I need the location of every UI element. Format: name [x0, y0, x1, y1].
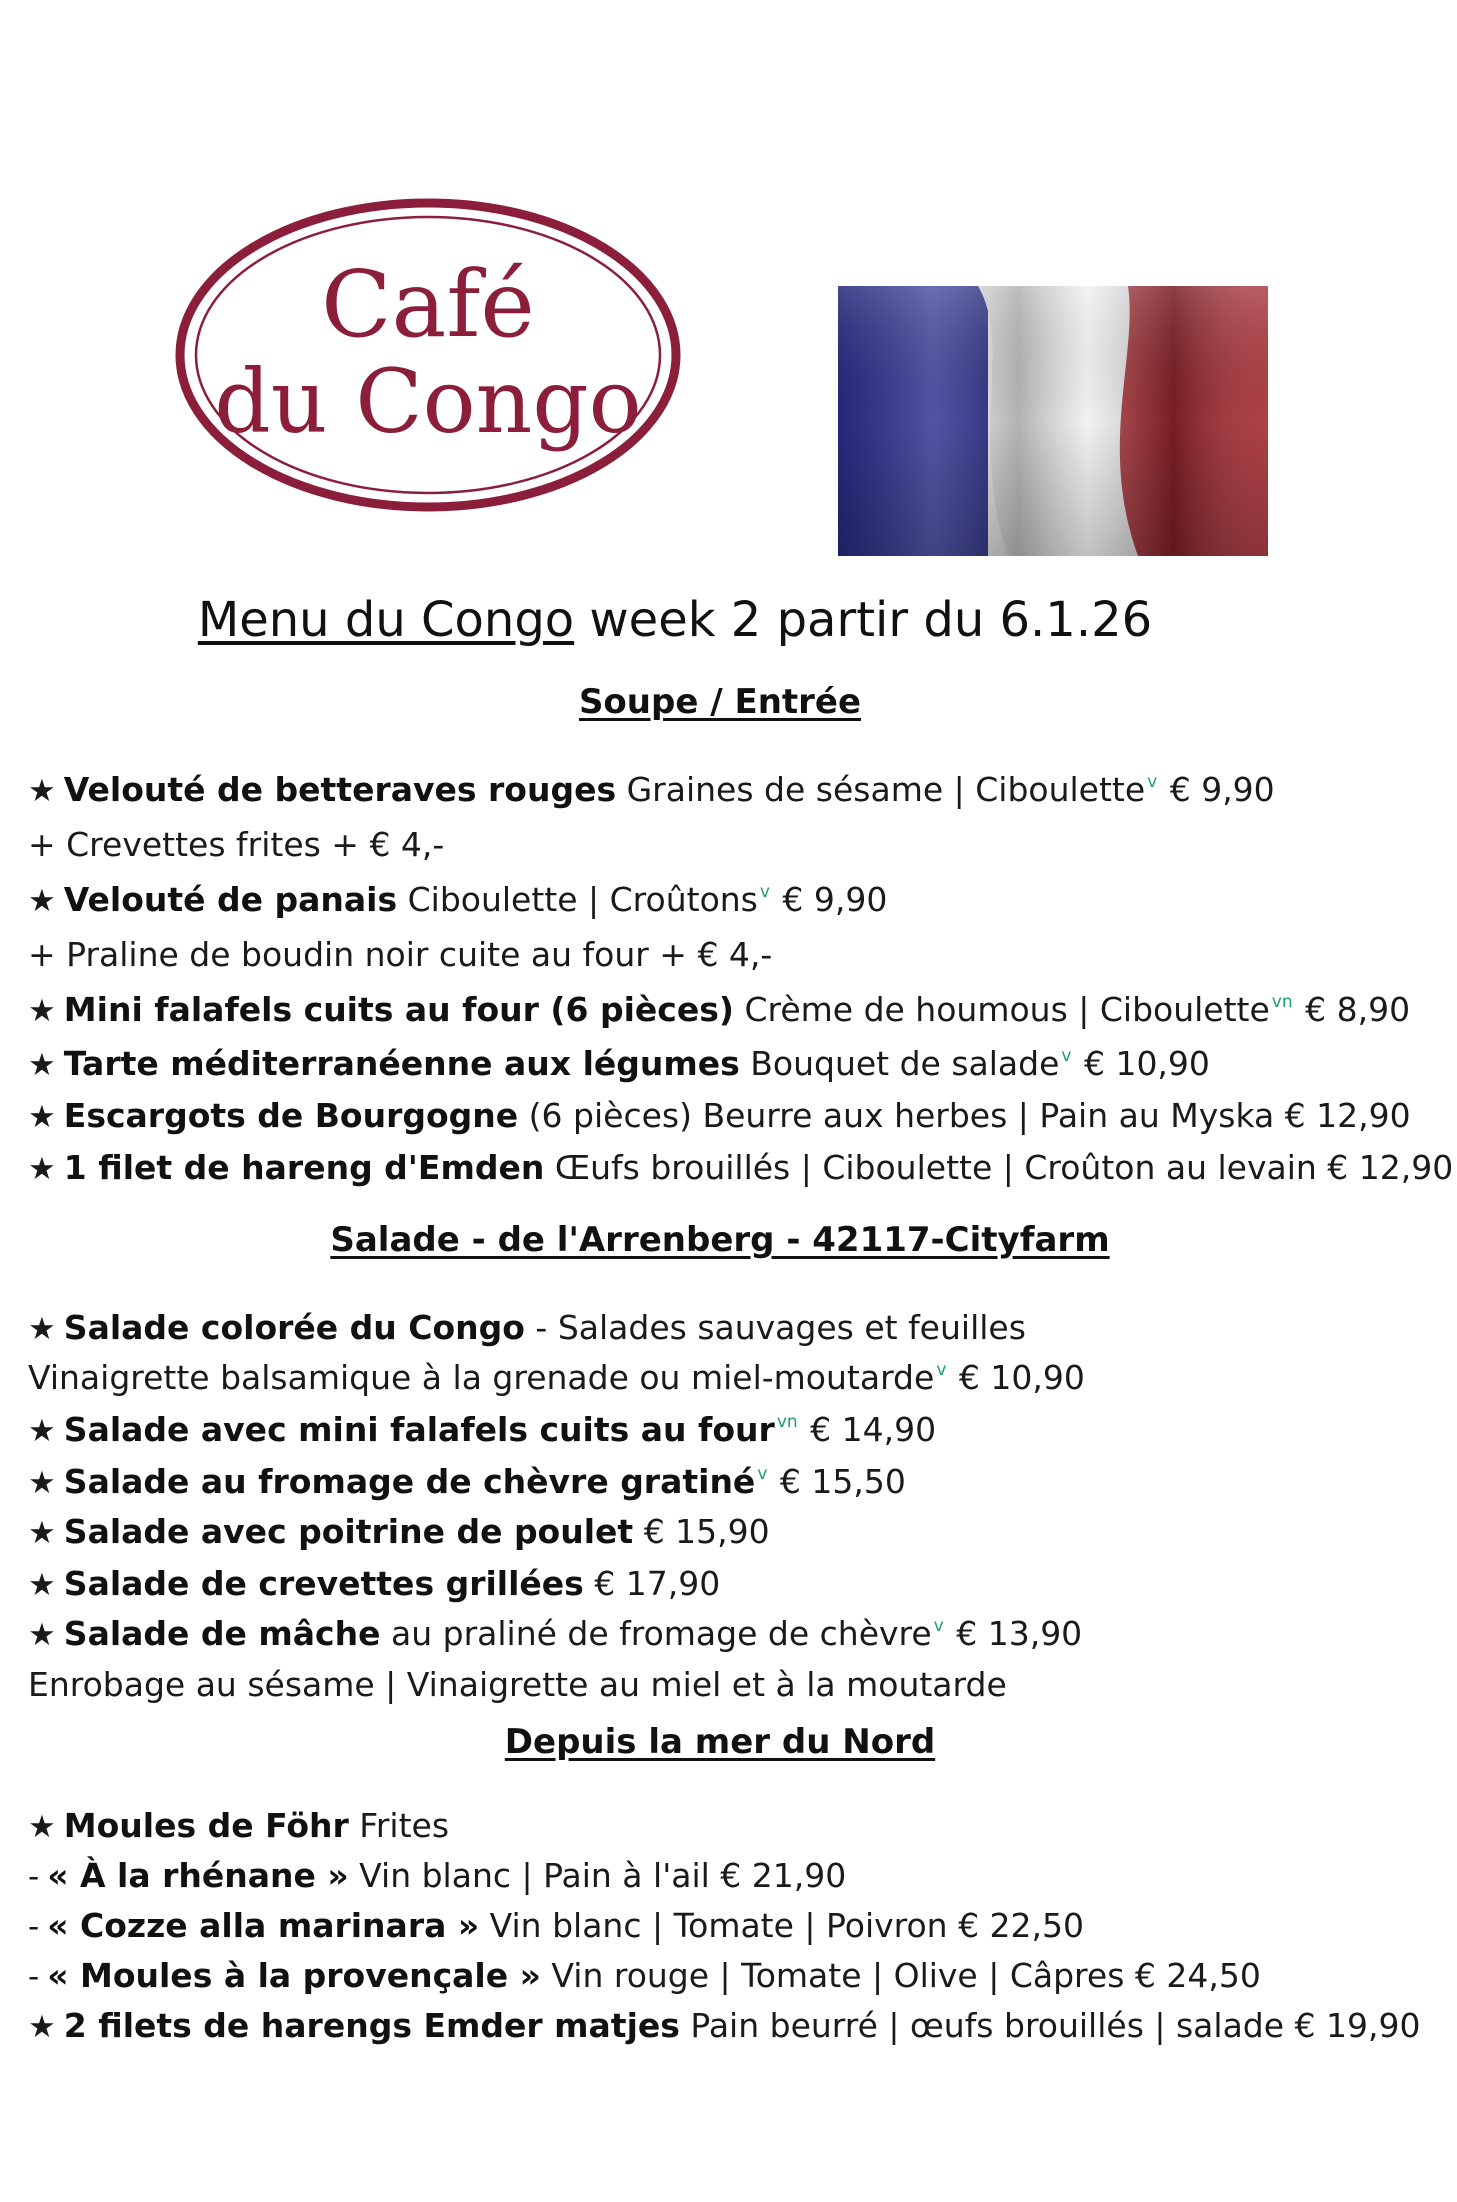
menu-item-description: Frites	[348, 1806, 450, 1845]
menu-item-prefix: ★	[28, 1151, 56, 1187]
menu-title-name: Menu du Congo	[197, 592, 575, 648]
menu-item	[28, 1896, 1338, 1949]
menu-item-prefix: -	[28, 1959, 40, 1995]
menu-item	[28, 1502, 1338, 1555]
menu-item-name: Salade de crevettes grillées	[63, 1564, 584, 1603]
menu-item-price: € 14,90	[799, 1410, 937, 1449]
menu-item-description: - Salades sauvages et feuilles	[524, 1308, 1026, 1347]
menu-item-price: € 9,90	[771, 880, 888, 919]
menu-item-diet-tag: v	[1061, 1046, 1072, 1066]
menu-item-description: + Crevettes frites + € 4,-	[28, 825, 445, 864]
menu-item-price: € 13,90	[945, 1614, 1083, 1653]
menu-item-description: Vin rouge | Tomate | Olive | Câpres € 24,50	[540, 1956, 1261, 1995]
menu-item-prefix: ★	[28, 1515, 56, 1551]
logo-line-1: Café	[321, 251, 535, 358]
menu-item-diet-tag: v	[1147, 772, 1158, 792]
menu-item	[28, 1298, 1338, 1351]
menu-item-prefix: -	[28, 1859, 40, 1895]
logo-line-2: du Congo	[214, 350, 642, 453]
menu-item-prefix: ★	[28, 1809, 56, 1845]
menu-item-name: Mini falafels cuits au four (6 pièces)	[63, 990, 734, 1029]
menu-item-prefix: ★	[28, 1617, 56, 1653]
menu-item-name: Salade au fromage de chèvre gratiné	[63, 1462, 756, 1501]
menu-title	[0, 588, 1350, 652]
menu-item-name: « Cozze alla marinara »	[47, 1906, 480, 1945]
menu-item	[28, 870, 1338, 923]
menu-item	[28, 1796, 1338, 1849]
menu-item	[28, 815, 1338, 868]
menu-item-description: Graines de sésame | Ciboulette	[616, 770, 1146, 809]
menu-item	[28, 1554, 1338, 1607]
menu-item-name: Salade avec mini falafels cuits au four	[63, 1410, 775, 1449]
menu-item	[28, 1452, 1338, 1505]
menu-item-diet-tag: v	[759, 882, 770, 902]
menu-item-description: Vin blanc | Pain à l'ail € 21,90	[348, 1856, 847, 1895]
menu-item-prefix: ★	[28, 1413, 56, 1449]
cafe-logo	[172, 196, 684, 514]
menu-item-prefix: ★	[28, 993, 56, 1029]
menu-item-price: € 8,90	[1294, 990, 1411, 1029]
menu-item-prefix: -	[28, 1909, 40, 1945]
menu-item-price: € 10,90	[948, 1358, 1085, 1397]
menu-item	[28, 1400, 1338, 1453]
menu-item-prefix: ★	[28, 1567, 56, 1603]
menu-item-description: (6 pièces) Beurre aux herbes | Pain au Myska € 12,90	[518, 1096, 1411, 1135]
menu-item-description: Crème de houmous | Ciboulette	[733, 990, 1270, 1029]
menu-item-description: Pain beurré | œufs brouillés | salade € 19,90	[679, 2006, 1421, 2045]
menu-item	[28, 925, 1338, 978]
menu-item-name: Salade avec poitrine de poulet	[63, 1512, 634, 1551]
menu-item-description: Vinaigrette balsamique à la grenade ou miel-moutarde	[28, 1358, 935, 1397]
menu-item-description: Bouquet de salade	[739, 1044, 1060, 1083]
menu-item	[28, 760, 1338, 813]
menu-item-price: € 9,90	[1159, 770, 1275, 809]
section-soupe-heading: Soupe / Entrée	[578, 682, 862, 722]
menu-item-description: € 15,90	[633, 1512, 770, 1551]
menu-item-name: Escargots de Bourgogne	[63, 1096, 519, 1135]
menu-item-diet-tag: v	[757, 1464, 768, 1484]
menu-item	[28, 1996, 1421, 2049]
menu-item-name: « Moules à la provençale »	[47, 1956, 541, 1995]
menu-item-prefix: ★	[28, 1311, 56, 1347]
menu-item-name: Salade colorée du Congo	[63, 1308, 525, 1347]
menu-item-diet-tag: vn	[1271, 992, 1293, 1012]
menu-item-prefix: ★	[28, 2009, 56, 2045]
menu-item-price: € 15,50	[769, 1462, 906, 1501]
section-salade-heading: Salade - de l'Arrenberg - 42117-Cityfarm	[330, 1220, 1110, 1260]
menu-item	[28, 1034, 1338, 1087]
menu-item-diet-tag: v	[936, 1360, 947, 1380]
menu-item	[28, 1846, 1338, 1899]
menu-item-name: Moules de Föhr	[63, 1806, 349, 1845]
menu-item-diet-tag: v	[933, 1616, 944, 1636]
menu-item-price: € 10,90	[1073, 1044, 1210, 1083]
french-flag	[838, 286, 1268, 556]
menu-item-name: 1 filet de hareng d'Emden	[63, 1148, 545, 1187]
menu-item-prefix: ★	[28, 773, 56, 809]
menu-item-prefix: ★	[28, 1465, 56, 1501]
menu-item-description: Œufs brouillés | Ciboulette | Croûton au levain € 12,90	[544, 1148, 1454, 1187]
menu-item-description: au praliné de fromage de chèvre	[380, 1614, 932, 1653]
menu-item	[28, 1604, 1338, 1657]
menu-item	[28, 980, 1411, 1033]
menu-item-name: Salade de mâche	[63, 1614, 381, 1653]
menu-item-name: « À la rhénane »	[47, 1856, 349, 1895]
menu-item-name: Velouté de panais	[63, 880, 398, 919]
menu-title-week: week 2 partir du 6.1.26	[574, 592, 1153, 648]
menu-item-prefix: ★	[28, 1099, 56, 1135]
menu-item	[28, 1946, 1338, 1999]
menu-item-description: Ciboulette | Croûtons	[397, 880, 758, 919]
menu-item	[28, 1138, 1454, 1191]
menu-item	[28, 1086, 1411, 1139]
menu-item-diet-tag: vn	[776, 1412, 798, 1432]
menu-item	[28, 1655, 1338, 1708]
menu-item-name: 2 filets de harengs Emder matjes	[63, 2006, 680, 2045]
menu-item-description: Vin blanc | Tomate | Poivron € 22,50	[479, 1906, 1085, 1945]
menu-item-prefix: ★	[28, 883, 56, 919]
menu-item-name: Tarte méditerranéenne aux légumes	[63, 1044, 740, 1083]
menu-item-description: Enrobage au sésame | Vinaigrette au miel et à la moutarde	[28, 1665, 1007, 1704]
menu-item-prefix: ★	[28, 1047, 56, 1083]
menu-item-description: + Praline de boudin noir cuite au four + € 4,-	[28, 935, 773, 974]
menu-item-description: € 17,90	[583, 1564, 721, 1603]
menu-item	[28, 1348, 1338, 1401]
menu-item-name: Velouté de betteraves rouges	[63, 770, 617, 809]
section-mer-heading: Depuis la mer du Nord	[504, 1722, 936, 1762]
